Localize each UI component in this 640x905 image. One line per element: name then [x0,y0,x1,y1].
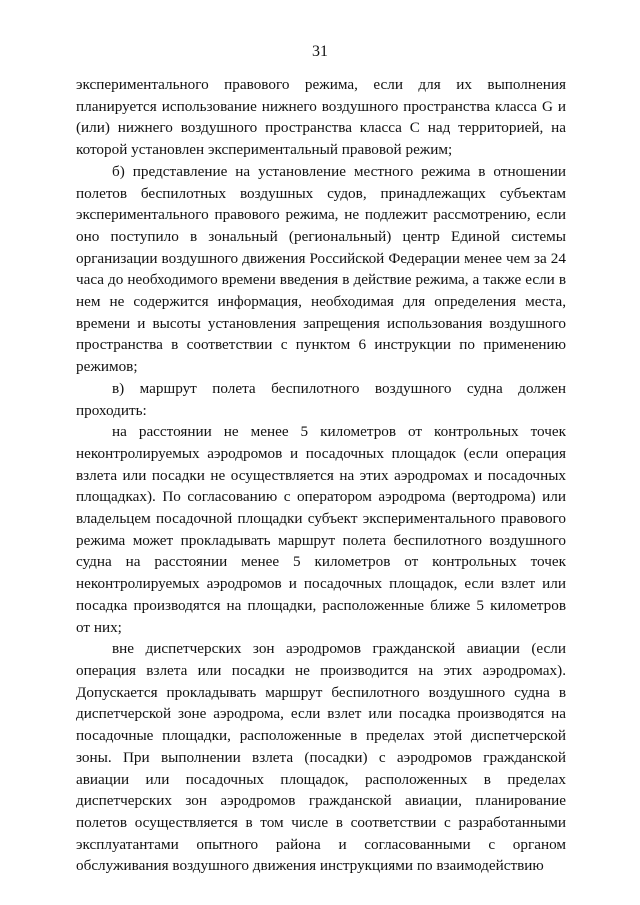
paragraph-route-control-zones: вне диспетчерских зон аэродромов гражданской авиации (если операция взлета или посадки не производится на этих аэродромах). Допускается прокладывать маршрут беспилотного воздушного судна в диспетчерской зоне аэродрома, если взлет или посадка производятся на посадочные площадки, расположенные в пределах этой диспетчерской зоны. При выполнении взлета (посадки) с аэродромов гражданской авиации или посадочных площадок, расположенных в пределах диспетчерских зон аэродромов гражданской авиации, планирование полетов осуществляется в том числе в соответствии с разработанными эксплуатантами опытного района и согласованными с органом обслуживания воздушного движения инструкциями по взаимодействию [76,640,566,875]
paragraph-item-b: б) представление на установление местного режима в отношении полетов беспилотных воздушных судов, принадлежащих субъектам экспериментального правового режима, не подлежит рассмотрению, если оно поступило в зональный (региональный) центр Единой системы организации воздушного движения Российской Федерации менее чем за 24 часа до необходимого времени введения в действие режима, а также если в нем не содержится информация, необходимая для определения места, времени и высоты установления запрещения использования воздушного пространства в соответствии с пунктом 6 инструкции по применению режимов; [76,162,566,376]
paragraph-item-v: в) маршрут полета беспилотного воздушного судна должен проходить: [76,379,566,419]
paragraph-route-distance: на расстоянии не менее 5 километров от контрольных точек неконтролируемых аэродромов и посадочных площадок (если операция взлета или посадки не осуществляется на этих аэродромах и посадочных площадках). По согласованию с оператором аэродрома (вертодрома) или владельцем посадочной площадки субъект экспериментального правового режима может прокладывать маршрут полета беспилотного воздушного судна на расстоянии менее 5 километров от контрольных точек неконтролируемых аэродромов и посадочных площадок, если взлет или посадка производятся на площадки, расположенные ближе 5 километров от них; [76,423,566,636]
page-number: 31 [312,43,328,60]
paragraph-continuation: экспериментального правового режима, если для их выполнения планируется использование нижнего воздушного пространства класса G и (или) нижнего воздушного пространства класса С над территорией, на которой установлен экспериментальный правовой режим; [76,76,566,159]
document-body [76,74,566,877]
